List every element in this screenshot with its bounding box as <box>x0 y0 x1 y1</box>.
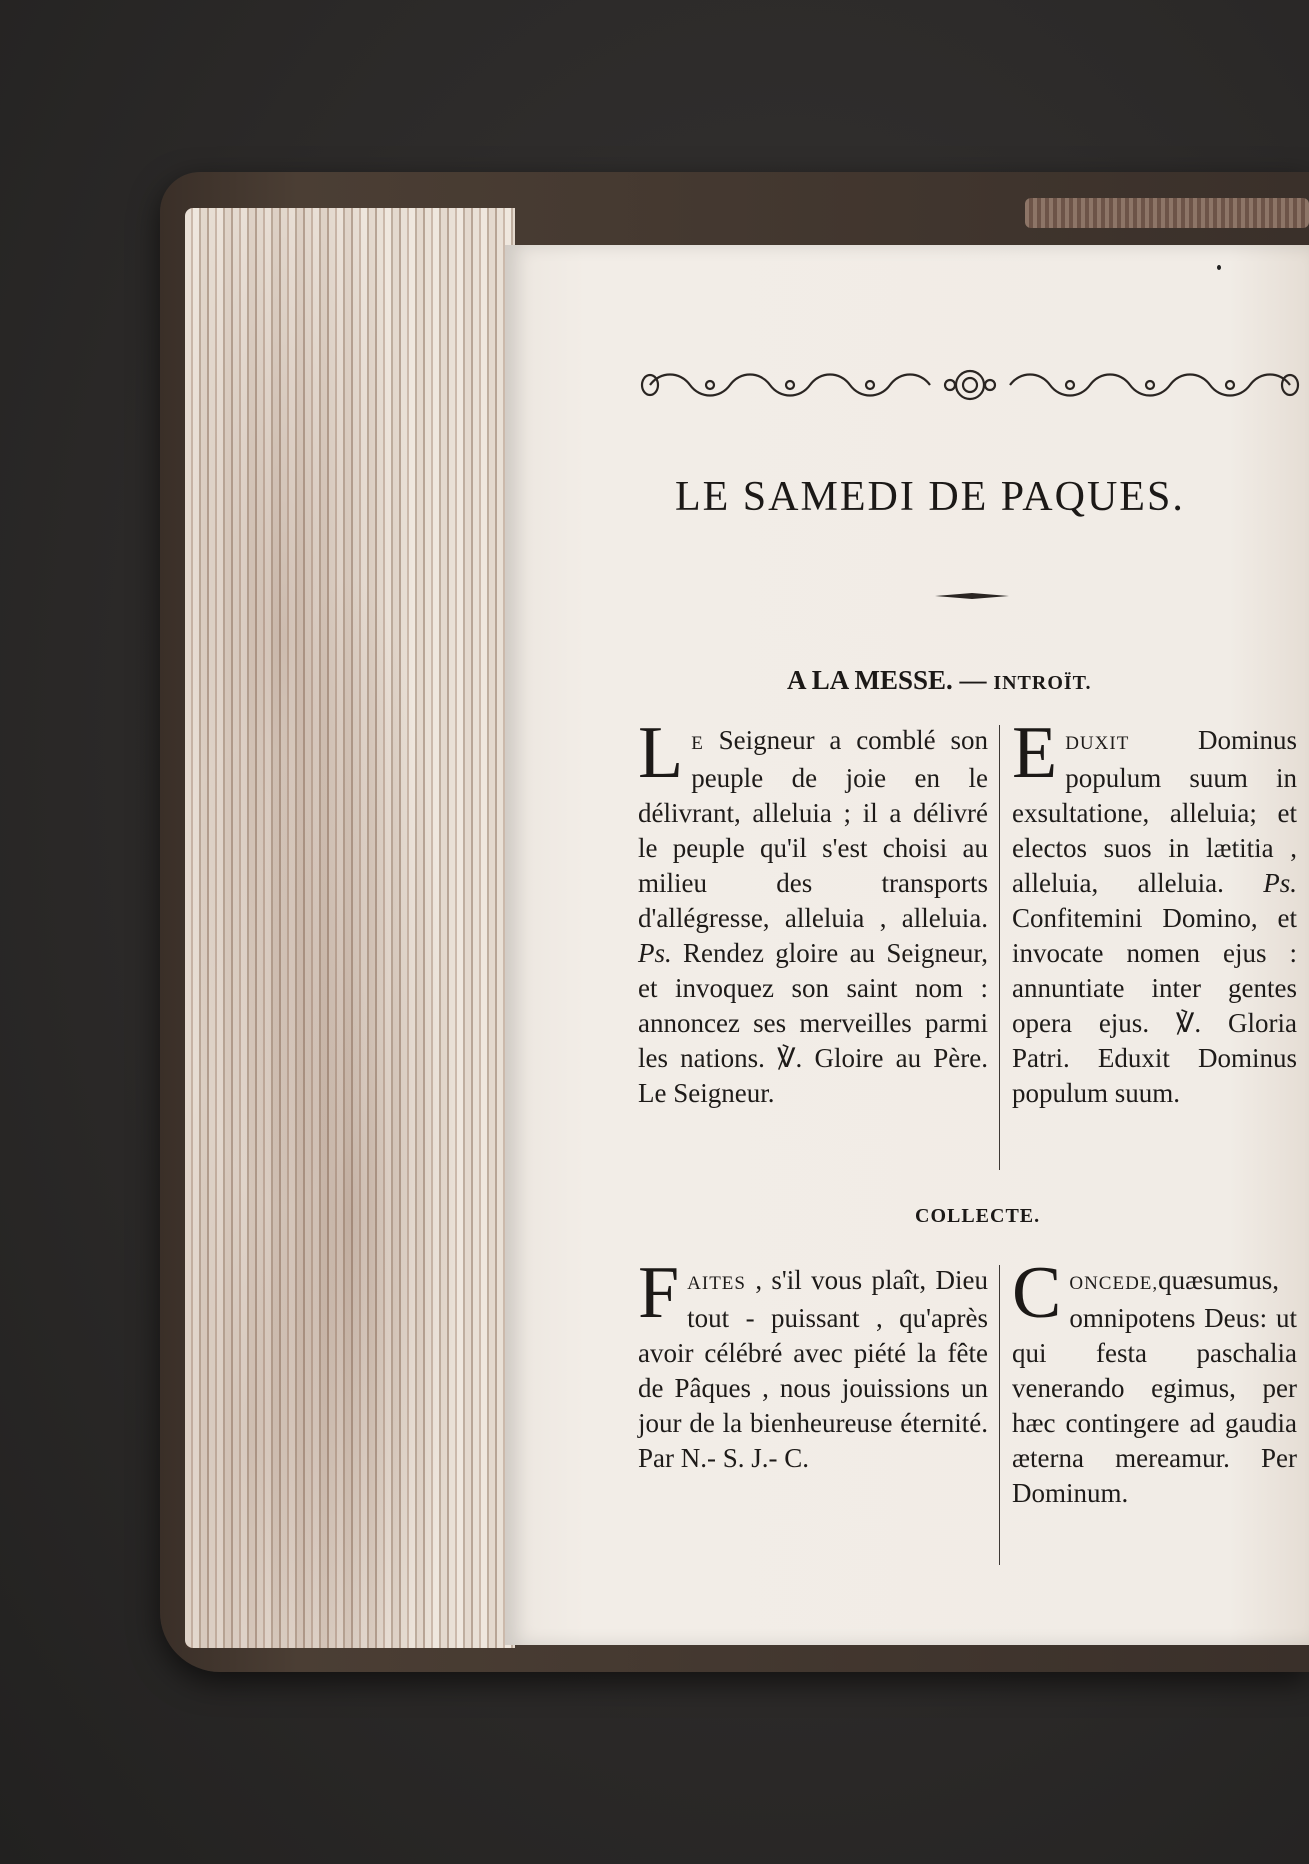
column-divider <box>999 1265 1000 1565</box>
psalm-abbrev: Ps. <box>1263 868 1297 898</box>
introit-latin-text <box>1012 712 1297 1111</box>
lead-smallcaps: AITES <box>687 1273 746 1294</box>
introit-french-body-2: Rendez gloire au Seigneur, et invoquez son saint nom : annoncez ses merveilles parmi les nations. ℣. Gloire au Père. Le Seigneur. <box>638 938 988 1108</box>
book-page <box>505 245 1309 1645</box>
introit-heading-label: INTROÏT. <box>993 672 1092 694</box>
decorative-ornament-band <box>640 365 1300 405</box>
page-title: LE SAMEDI DE PAQUES. <box>675 474 1185 520</box>
introit-heading-main: A LA MESSE. — <box>787 665 987 695</box>
introit-latin-body-2: Confitemini Domino, et invocate nomen ejus : annuntiate inter gentes opera ejus. ℣. Gloria Patri. Eduxit Dominus populum suum. <box>1012 903 1297 1108</box>
title-rule-ornament <box>935 593 1009 599</box>
drop-cap: E <box>1012 712 1058 794</box>
collecte-heading: COLLECTE. <box>915 1205 1041 1227</box>
collecte-french-text <box>638 1252 988 1476</box>
introit-french-text <box>638 712 988 1111</box>
drop-cap: C <box>1012 1252 1062 1334</box>
collecte-french-body: , s'il vous plaît, Dieu tout - puissant , qu'après avoir célébré avec piété la fête de Pâques , nous jouissions un jour de la bienheureuse éternité. Par N.- S. J.- C. <box>638 1265 988 1473</box>
page-edges-marbling <box>185 208 515 1648</box>
psalm-abbrev: Ps. <box>638 938 672 968</box>
lead-smallcaps: DUXIT <box>1065 733 1130 754</box>
drop-cap: F <box>638 1252 680 1334</box>
drop-cap: L <box>638 712 684 794</box>
column-divider <box>999 725 1000 1170</box>
lead-smallcaps: E <box>691 733 704 754</box>
ink-speck <box>1217 265 1221 270</box>
book-headband <box>1025 198 1309 228</box>
introit-latin-body: Dominus populum suum in exsultatione, alleluia; et electos suos in lætitia , alleluia, alleluia. <box>1012 725 1297 898</box>
introit-heading <box>787 665 1092 696</box>
lead-smallcaps: ONCEDE, <box>1069 1273 1159 1294</box>
collecte-latin-text <box>1012 1252 1297 1511</box>
introit-french-body: Seigneur a comblé son peuple de joie en le délivrant, alleluia ; il a délivré le peuple qu'il s'est choisi au milieu des transports d'allégresse, alleluia , alleluia. <box>638 725 988 933</box>
collecte-latin-body: quæsumus, omnipotens Deus: ut qui festa paschalia venerando egimus, per hæc contingere ad gaudia æterna mereamur. Per Dominum. <box>1012 1265 1297 1508</box>
